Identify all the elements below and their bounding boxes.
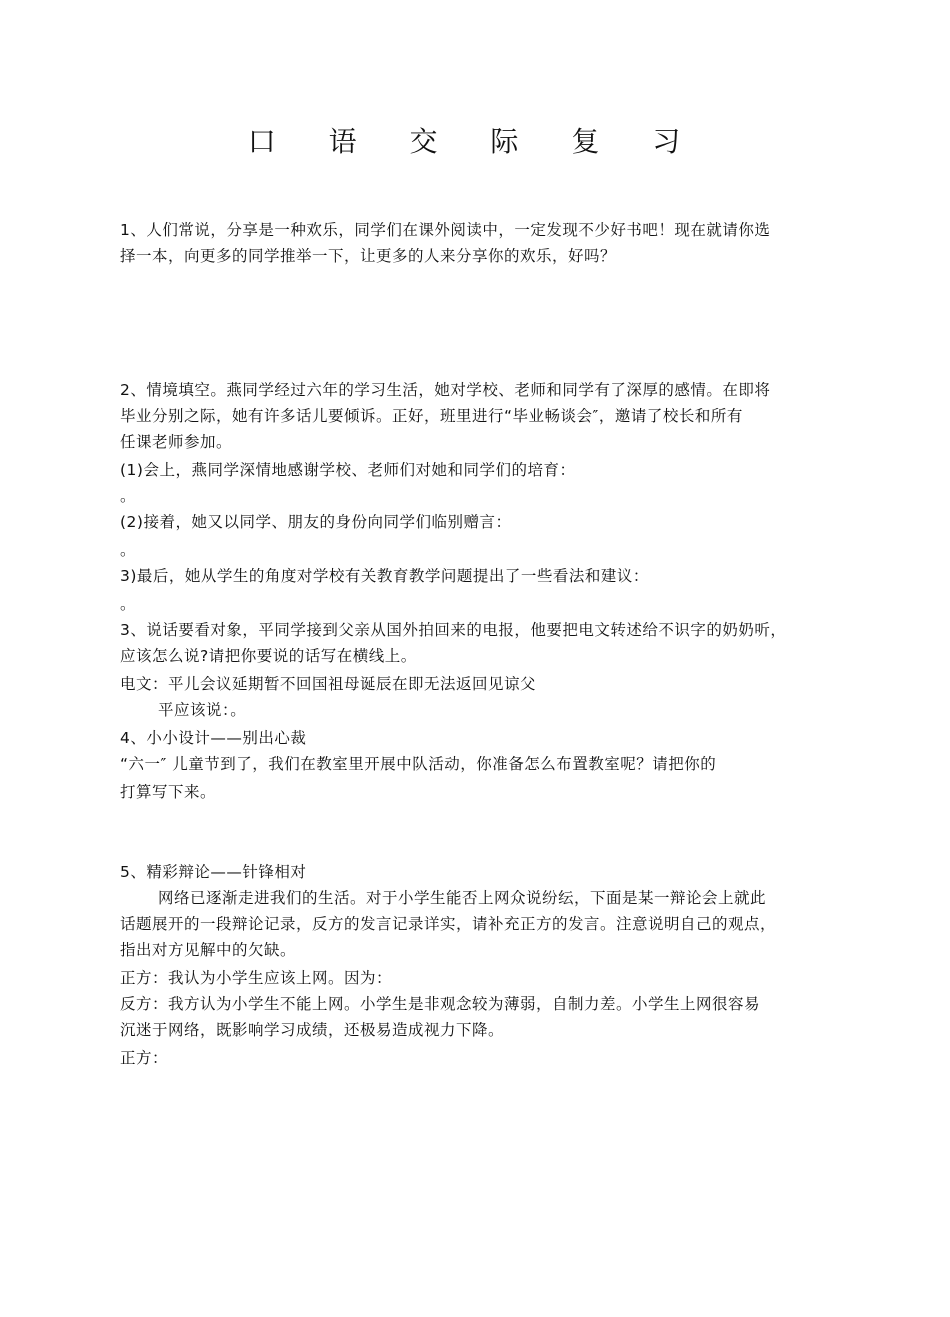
q3-line-2: 应该怎么说?请把你要说的话写在横线上。 xyxy=(120,647,417,665)
q4-heading: 4、小小设计——别出心裁 xyxy=(120,729,307,747)
q5-line-3: 指出对方见解中的欠缺。 xyxy=(120,941,297,959)
q2-sub-3: 3)最后，她从学生的角度对学校有关教育教学问题提出了一些看法和建议： xyxy=(120,567,649,585)
q4-line-1: “六一″ 儿童节到了，我们在教室里开展中队活动，你准备怎么布置教室呢？请把你的 xyxy=(120,755,717,773)
q5-con-line-1: 反方：我方认为小学生不能上网。小学生是非观念较为薄弱，自制力差。小学生上网很容易 xyxy=(120,995,761,1013)
q2-line-3: 任课老师参加。 xyxy=(120,433,233,451)
q5-pro-1: 正方：我认为小学生应该上网。因为： xyxy=(120,969,393,987)
q4-line-2: 打算写下来。 xyxy=(120,783,217,801)
q3-line-1: 3、说话要看对象，平同学接到父亲从国外拍回来的电报，他要把电文转述给不识字的奶奶听， xyxy=(120,621,787,639)
q5-con-line-2: 沉迷于网络，既影响学习成绩，还极易造成视力下降。 xyxy=(120,1021,505,1039)
q5-line-2: 话题展开的一段辩论记录，反方的发言记录详实，请补充正方的发言。注意说明自己的观点， xyxy=(120,915,777,933)
q5-heading: 5、精彩辩论——针锋相对 xyxy=(120,863,307,881)
q1-line-2: 择一本，向更多的同学推举一下，让更多的人来分享你的欢乐，好吗？ xyxy=(120,247,617,265)
q5-line-1: 网络已逐渐走进我们的生活。对于小学生能否上网众说纷纭，下面是某一辩论会上就此 xyxy=(158,889,767,907)
q2-line-1: 2、情境填空。燕同学经过六年的学习生活，她对学校、老师和同学有了深厚的感情。在即将 xyxy=(120,381,771,399)
page-title: 口 语 交 际 复 习 xyxy=(247,125,703,158)
q2-blank-3: 。 xyxy=(120,595,137,613)
q2-sub-1: (1)会上，燕同学深情地感谢学校、老师们对她和同学们的培育： xyxy=(120,461,576,479)
q5-pro-2: 正方： xyxy=(120,1049,169,1067)
q3-answer: 平应该说：。 xyxy=(158,701,247,719)
q2-blank-2: 。 xyxy=(120,541,137,559)
q3-telegram: 电文：平儿会议延期暂不回国祖母诞辰在即无法返回见谅父 xyxy=(120,675,537,693)
q2-sub-2: (2)接着，她又以同学、朋友的身份向同学们临别赠言： xyxy=(120,513,512,531)
q1-line-1: 1、人们常说，分享是一种欢乐，同学们在课外阅读中，一定发现不少好书吧！现在就请你选 xyxy=(120,221,771,239)
q2-line-2: 毕业分别之际，她有许多话儿要倾诉。正好，班里进行“毕业畅谈会″，邀请了校长和所有 xyxy=(120,407,743,425)
q2-blank-1: 。 xyxy=(120,487,137,505)
